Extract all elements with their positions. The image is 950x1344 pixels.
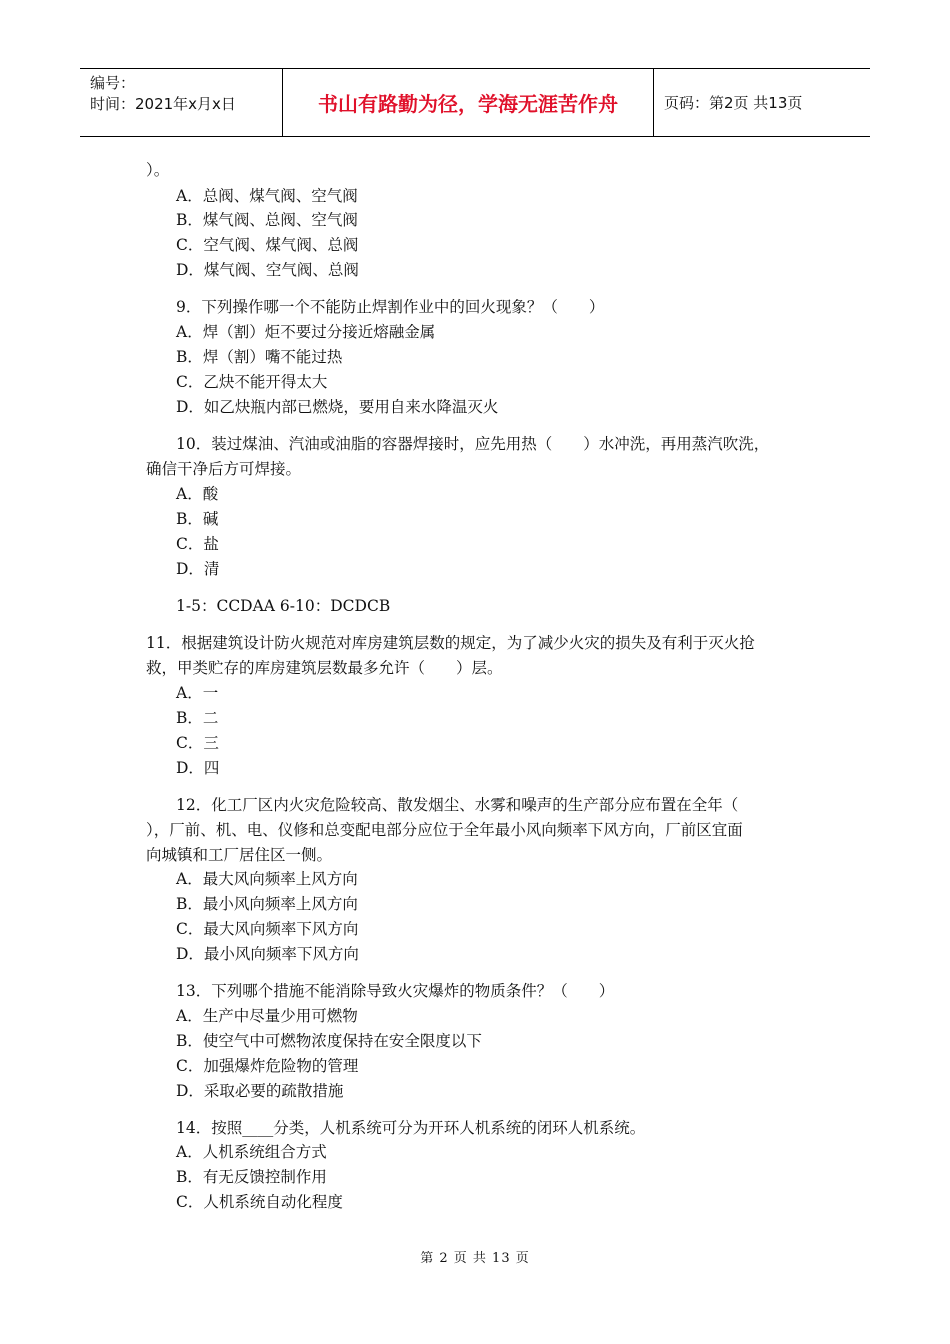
option-line: A．最大风向频率上风方向: [176, 870, 358, 888]
text-line: 确信干净后方可焊接。: [146, 460, 302, 478]
option-line: C．盐: [176, 535, 219, 553]
option-line: A．酸: [176, 485, 219, 503]
option-line: A．人机系统组合方式: [176, 1143, 327, 1161]
option-line: D．煤气阀、空气阀、总阀: [176, 261, 359, 279]
option-line: C．乙炔不能开得太大: [176, 373, 328, 391]
question-12: 12．化工厂区内火灾危险较高、散发烟尘、水雾和噪声的生产部分应布置在全年（: [176, 796, 739, 814]
option-line: C．人机系统自动化程度: [176, 1193, 343, 1211]
time-label: 时间：2021年x月x日: [90, 95, 236, 113]
option-line: A．生产中尽量少用可燃物: [176, 1007, 358, 1025]
text-line: ），厂前、机、电、仪修和总变配电部分应位于全年最小风向频率下风方向，厂前区宜面: [146, 821, 743, 839]
option-line: D．清: [176, 560, 220, 578]
option-line: C．空气阀、煤气阀、总阀: [176, 236, 359, 254]
option-line: B．二: [176, 709, 219, 727]
option-line: D．如乙炔瓶内部已燃烧，要用自来水降温灭火: [176, 398, 499, 416]
motto: 书山有路勤为径，学海无涯苦作舟: [282, 69, 654, 136]
option-line: B．使空气中可燃物浓度保持在安全限度以下: [176, 1032, 482, 1050]
option-line: C．最大风向频率下风方向: [176, 920, 359, 938]
text-line: 向城镇和工厂居住区一侧。: [146, 846, 333, 864]
option-line: D．采取必要的疏散措施: [176, 1082, 344, 1100]
option-line: B．焊（割）嘴不能过热: [176, 348, 343, 366]
question-11: 11．根据建筑设计防火规范对库房建筑层数的规定，为了减少火灾的损失及有利于灭火抢: [146, 634, 755, 652]
question-14: 14．按照____分类，人机系统可分为开环人机系统的闭环人机系统。: [176, 1119, 646, 1137]
text-line: 救，甲类贮存的库房建筑层数最多允许（ ）层。: [146, 659, 503, 677]
header-left-cell: [80, 69, 282, 136]
option-line: B．碱: [176, 510, 219, 528]
answer-key: 1-5：CCDAA 6-10：DCDCB: [176, 597, 391, 615]
page-footer: 第 2 页 共 13 页: [420, 1251, 530, 1266]
question-13: 13．下列哪个措施不能消除导致火灾爆炸的物质条件？（ ）: [176, 982, 615, 1000]
option-line: D．四: [176, 759, 220, 777]
page-info: 页码：第2页 共13页: [664, 94, 803, 112]
question-10: 10．装过煤油、汽油或油脂的容器焊接时，应先用热（ ）水冲洗，再用蒸汽吹洗，: [176, 435, 770, 453]
option-line: B．最小风向频率上风方向: [176, 895, 358, 913]
option-line: C．加强爆炸危险物的管理: [176, 1057, 359, 1075]
option-line: B．煤气阀、总阀、空气阀: [176, 211, 358, 229]
option-line: B．有无反馈控制作用: [176, 1168, 327, 1186]
serial-label: 编号：: [90, 74, 136, 92]
text-line: ）。: [146, 161, 170, 179]
option-line: A．一: [176, 684, 219, 702]
option-line: A．总阀、煤气阀、空气阀: [176, 187, 358, 205]
option-line: D．最小风向频率下风方向: [176, 945, 359, 963]
option-line: A．焊（割）炬不要过分接近熔融金属: [176, 323, 436, 341]
page-header: [80, 68, 870, 137]
option-line: C．三: [176, 734, 219, 752]
question-9: 9．下列操作哪一个不能防止焊割作业中的回火现象？（ ）: [176, 298, 605, 316]
